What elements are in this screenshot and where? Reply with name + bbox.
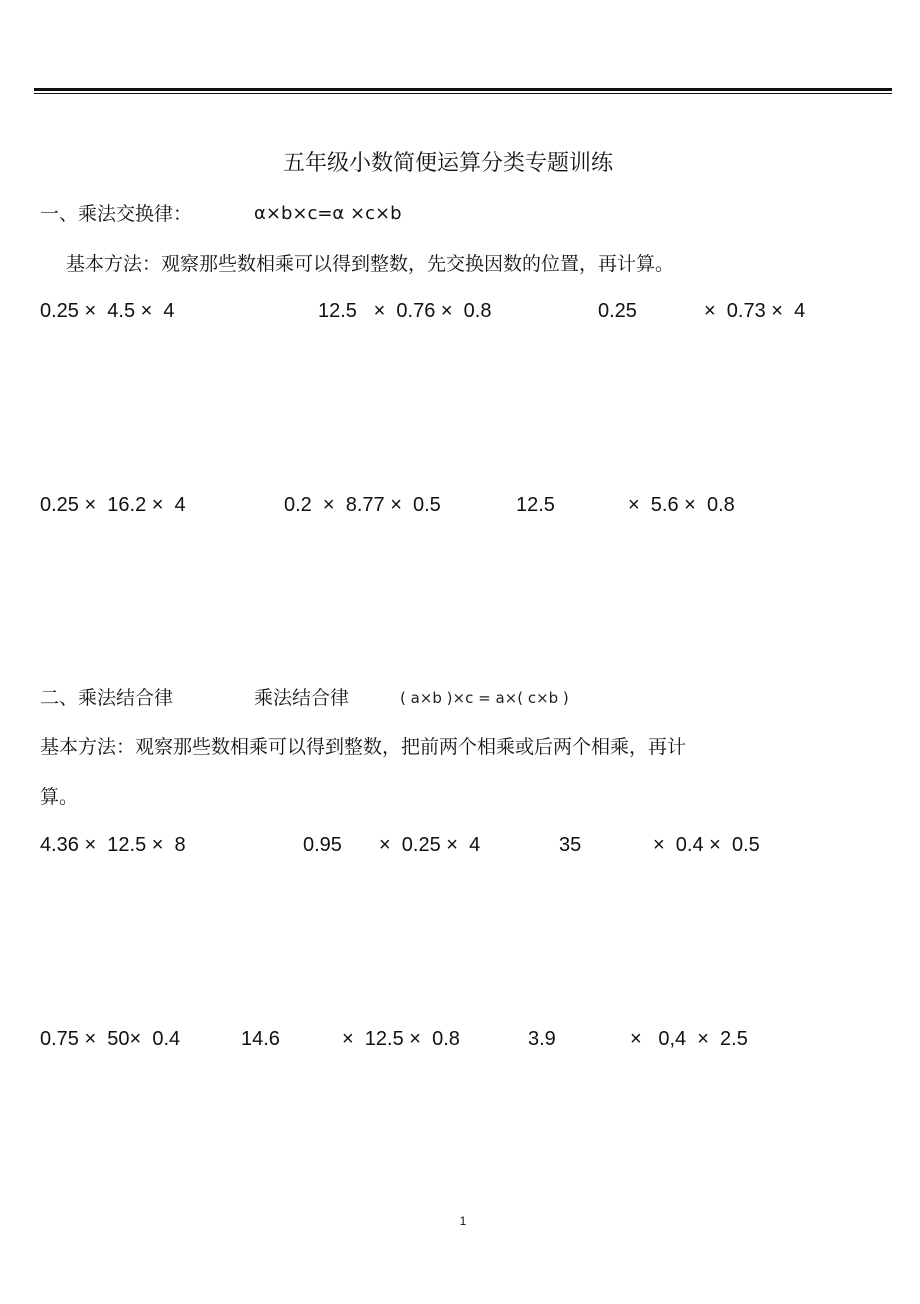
- problem-6-part-b: × 5.6 × 0.8: [628, 494, 735, 516]
- problem-7: 4.36 × 12.5 × 8: [40, 834, 186, 856]
- page-number: 1: [459, 1214, 467, 1228]
- problem-12-part-b: × 0,4 × 2.5: [630, 1028, 748, 1050]
- problem-11-part-a: 14.6: [241, 1028, 280, 1050]
- section1-heading: 一、乘法交换律：: [40, 203, 193, 225]
- problem-12-part-a: 3.9: [528, 1028, 556, 1050]
- problem-9-part-b: × 0.4 × 0.5: [653, 834, 760, 856]
- problem-3-part-a: 0.25: [598, 300, 637, 322]
- section1-method: 基本方法：观察那些数相乘可以得到整数，先交换因数的位置，再计算。: [66, 253, 675, 275]
- problem-11-part-b: × 12.5 × 0.8: [342, 1028, 460, 1050]
- problem-1: 0.25 × 4.5 × 4: [40, 300, 175, 322]
- problem-6-part-a: 12.5: [516, 494, 555, 516]
- section2-heading: 二、乘法结合律: [40, 687, 174, 709]
- problem-10: 0.75 × 50× 0.4: [40, 1028, 181, 1050]
- section2-method-line1: 基本方法：观察那些数相乘可以得到整数，把前两个相乘或后两个相乘，再计: [40, 736, 687, 758]
- problem-3-part-b: × 0.73 × 4: [704, 300, 806, 322]
- problem-4: 0.25 × 16.2 × 4: [40, 494, 186, 516]
- problem-2: 12.5 × 0.76 × 0.8: [318, 300, 492, 322]
- problem-9-part-a: 35: [559, 834, 582, 856]
- section2-method-line2: 算。: [40, 786, 79, 808]
- section2-formula: ( a×b )×c = a×( c×b ): [400, 689, 569, 707]
- page-title: 五年级小数简便运算分类专题训练: [282, 151, 613, 176]
- header-rule-thick: [34, 88, 892, 91]
- problem-5: 0.2 × 8.77 × 0.5: [284, 494, 441, 516]
- problem-8-part-b: × 0.25 × 4: [379, 834, 481, 856]
- header-rule-thin: [34, 93, 892, 94]
- section2-subheading: 乘法结合律: [254, 687, 350, 709]
- section1-formula: α×b×c=α ×c×b: [254, 203, 402, 224]
- problem-8-part-a: 0.95: [303, 834, 342, 856]
